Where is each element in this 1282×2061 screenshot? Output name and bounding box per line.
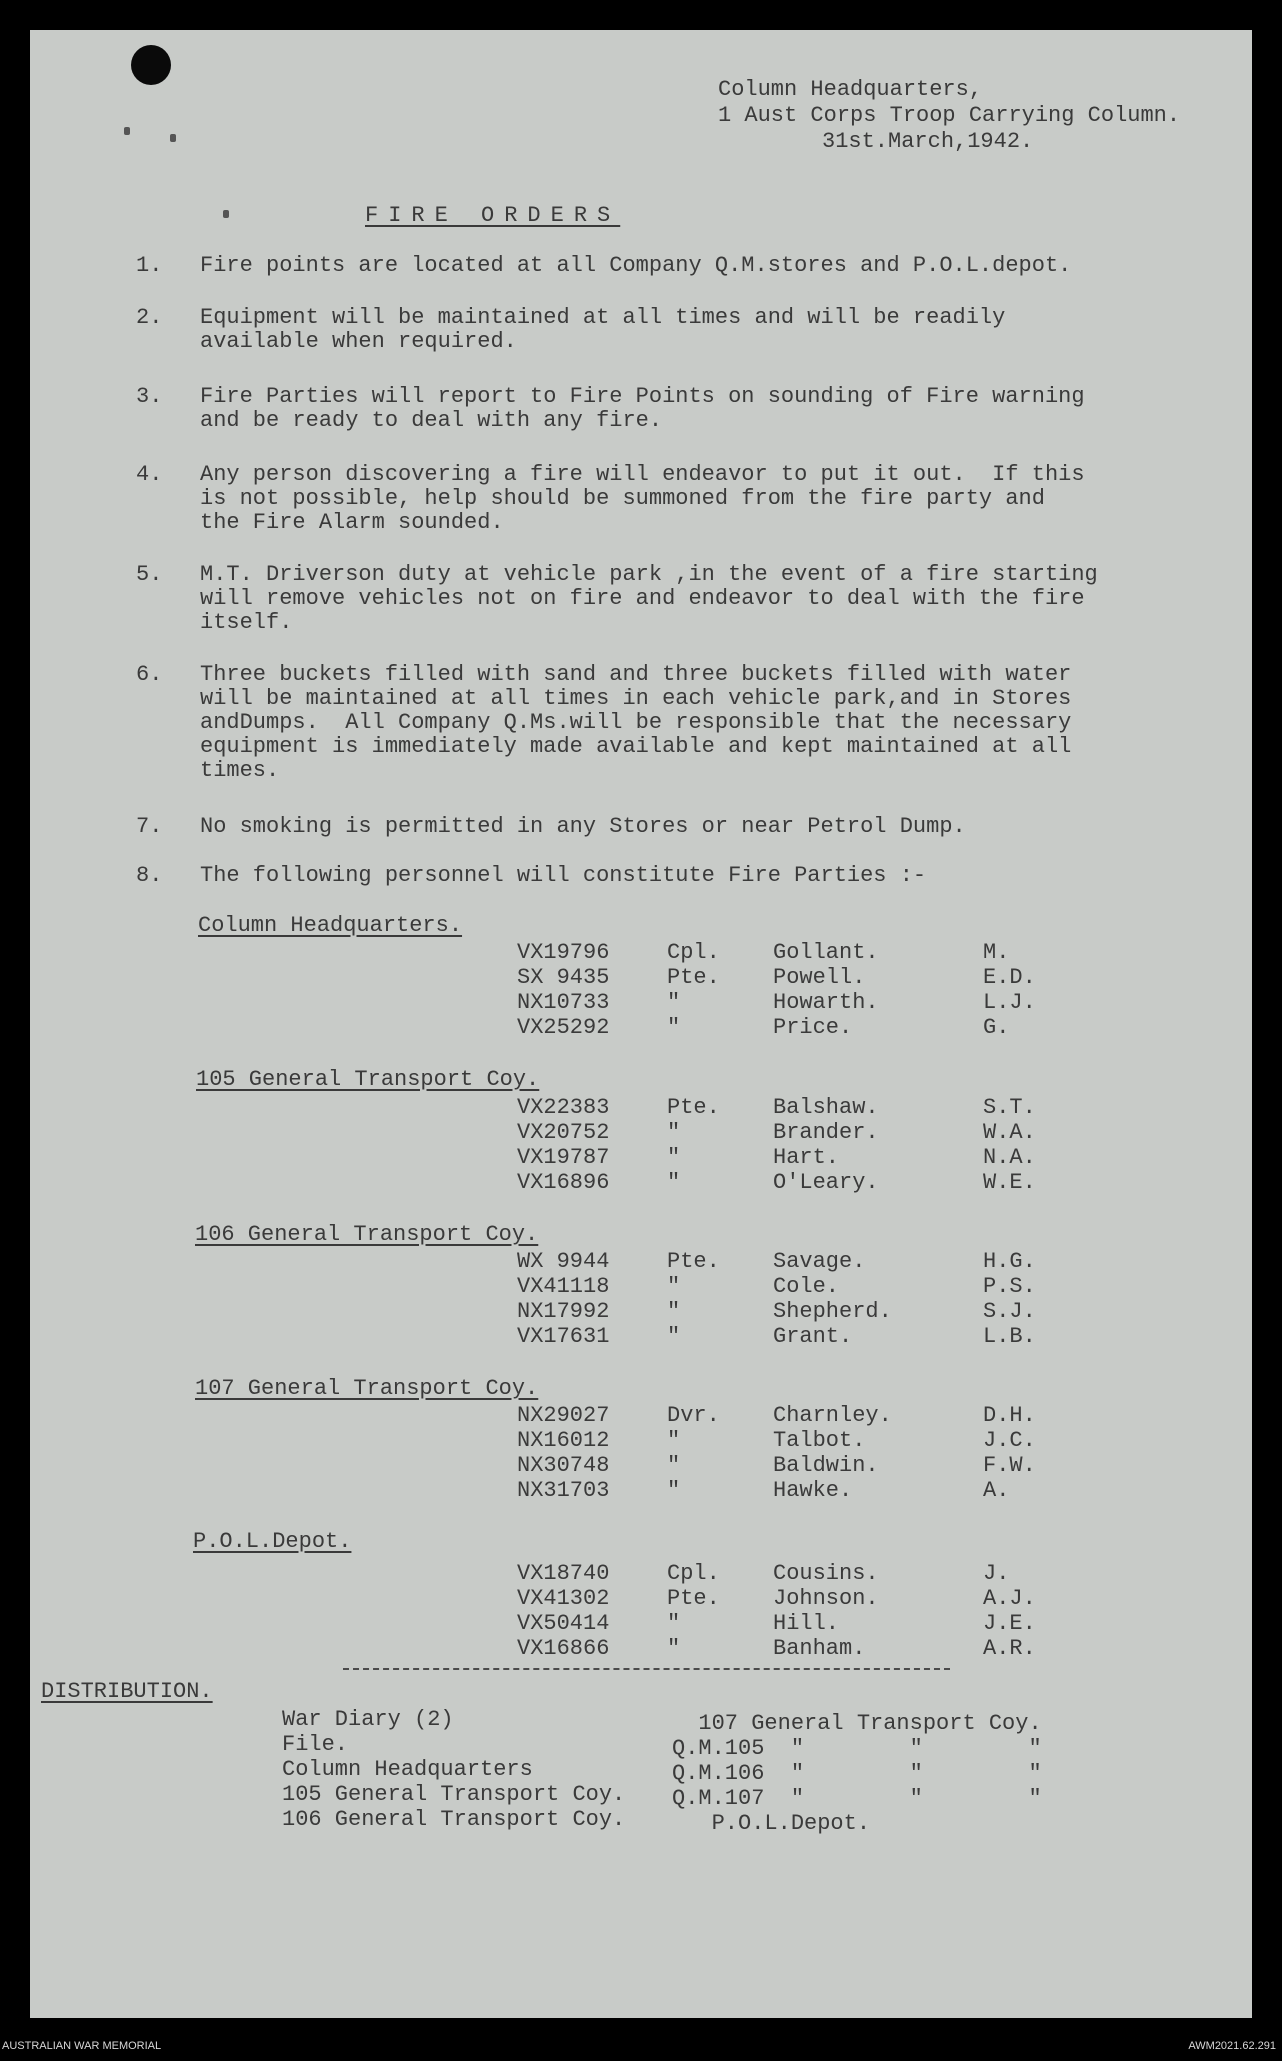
- distribution-heading: DISTRIBUTION.: [41, 1679, 213, 1704]
- surname: Johnson.: [773, 1586, 879, 1611]
- order-text-line: Three buckets filled with sand and three buckets filled with water: [200, 662, 1072, 687]
- rank: ": [667, 1324, 681, 1349]
- service-number: VX41118: [517, 1274, 610, 1299]
- distribution-item: Q.M.107 " " ": [672, 1786, 1042, 1811]
- rank: Dvr.: [667, 1403, 720, 1428]
- service-number: VX19787: [517, 1145, 610, 1170]
- distribution-item: War Diary (2): [282, 1707, 454, 1732]
- surname: Banham.: [773, 1636, 866, 1661]
- paper-mark: [170, 134, 176, 142]
- unit-heading: P.O.L.Depot.: [193, 1529, 352, 1554]
- document-page: [30, 30, 1252, 2018]
- surname: Hill.: [773, 1611, 840, 1636]
- order-text-line: the Fire Alarm sounded.: [200, 510, 504, 535]
- order-text-line: M.T. Driverson duty at vehicle park ,in the event of a fire starting: [200, 562, 1098, 587]
- order-number: 3.: [136, 384, 163, 409]
- order-text-line: available when required.: [200, 329, 517, 354]
- paper-mark: [223, 210, 229, 218]
- order-text-line: The following personnel will constitute Fire Parties :-: [200, 863, 927, 888]
- distribution-item: Column Headquarters: [282, 1757, 533, 1782]
- surname: Savage.: [773, 1249, 866, 1274]
- distribution-item: P.O.L.Depot.: [672, 1811, 871, 1836]
- order-text-line: will remove vehicles not on fire and endeavor to deal with the fire: [200, 586, 1085, 611]
- order-text-line: Fire points are located at all Company Q.M.stores and P.O.L.depot.: [200, 253, 1072, 278]
- initials: A.R.: [983, 1636, 1036, 1661]
- service-number: VX50414: [517, 1611, 610, 1636]
- punch-hole: [131, 45, 171, 85]
- order-text-line: andDumps. All Company Q.Ms.will be responsible that the necessary: [200, 710, 1072, 735]
- rank: ": [667, 1453, 681, 1478]
- order-number: 4.: [136, 462, 163, 487]
- initials: L.J.: [983, 990, 1036, 1015]
- distribution-item: Q.M.105 " " ": [672, 1736, 1042, 1761]
- order-number: 1.: [136, 253, 163, 278]
- initials: H.G.: [983, 1249, 1036, 1274]
- order-text-line: No smoking is permitted in any Stores or near Petrol Dump.: [200, 814, 966, 839]
- order-text-line: itself.: [200, 610, 293, 635]
- rank: ": [667, 1170, 681, 1195]
- initials: A.J.: [983, 1586, 1036, 1611]
- surname: Charnley.: [773, 1403, 892, 1428]
- initials: S.J.: [983, 1299, 1036, 1324]
- document-title: FIRE ORDERS: [365, 203, 621, 228]
- distribution-item: 105 General Transport Coy.: [282, 1782, 626, 1807]
- rank: ": [667, 1120, 681, 1145]
- surname: Hawke.: [773, 1478, 853, 1503]
- service-number: VX25292: [517, 1015, 610, 1040]
- initials: S.T.: [983, 1095, 1036, 1120]
- initials: L.B.: [983, 1324, 1036, 1349]
- rank: ": [667, 990, 681, 1015]
- rank: ": [667, 1428, 681, 1453]
- surname: Powell.: [773, 965, 866, 990]
- service-number: NX10733: [517, 990, 610, 1015]
- order-text-line: Equipment will be maintained at all times and will be readily: [200, 305, 1006, 330]
- order-number: 8.: [136, 863, 163, 888]
- service-number: VX41302: [517, 1586, 610, 1611]
- rank: Pte.: [667, 1249, 720, 1274]
- paper-mark: [124, 127, 130, 135]
- surname: Price.: [773, 1015, 853, 1040]
- rank: Cpl.: [667, 940, 720, 965]
- service-number: VX19796: [517, 940, 610, 965]
- initials: P.S.: [983, 1274, 1036, 1299]
- initials: A.: [983, 1478, 1010, 1503]
- rank: ": [667, 1015, 681, 1040]
- initials: D.H.: [983, 1403, 1036, 1428]
- distribution-item: 107 General Transport Coy.: [672, 1711, 1042, 1736]
- initials: J.E.: [983, 1611, 1036, 1636]
- initials: J.: [983, 1561, 1010, 1586]
- service-number: NX29027: [517, 1403, 610, 1428]
- order-text-line: is not possible, help should be summoned from the fire party and: [200, 486, 1045, 511]
- rank: ": [667, 1145, 681, 1170]
- initials: G.: [983, 1015, 1010, 1040]
- surname: Cousins.: [773, 1561, 879, 1586]
- surname: Brander.: [773, 1120, 879, 1145]
- service-number: VX20752: [517, 1120, 610, 1145]
- service-number: NX16012: [517, 1428, 610, 1453]
- rank: Cpl.: [667, 1561, 720, 1586]
- rank: Pte.: [667, 965, 720, 990]
- surname: Gollant.: [773, 940, 879, 965]
- surname: Grant.: [773, 1324, 853, 1349]
- surname: Balshaw.: [773, 1095, 879, 1120]
- service-number: VX17631: [517, 1324, 610, 1349]
- service-number: NX31703: [517, 1478, 610, 1503]
- archive-credit: AUSTRALIAN WAR MEMORIAL: [2, 2040, 162, 2052]
- rank: ": [667, 1274, 681, 1299]
- initials: E.D.: [983, 965, 1036, 990]
- surname: Baldwin.: [773, 1453, 879, 1478]
- service-number: SX 9435: [517, 965, 610, 990]
- service-number: VX16866: [517, 1636, 610, 1661]
- header-date: 31st.March,1942.: [822, 129, 1034, 154]
- initials: W.E.: [983, 1170, 1036, 1195]
- initials: M.: [983, 940, 1010, 965]
- order-text-line: Any person discovering a fire will endeavor to put it out. If this: [200, 462, 1085, 487]
- rank: Pte.: [667, 1586, 720, 1611]
- service-number: NX30748: [517, 1453, 610, 1478]
- initials: W.A.: [983, 1120, 1036, 1145]
- order-text-line: equipment is immediately made available and kept maintained at all: [200, 734, 1072, 759]
- service-number: VX18740: [517, 1561, 610, 1586]
- header-line-2: 1 Aust Corps Troop Carrying Column.: [718, 103, 1181, 128]
- unit-heading: 105 General Transport Coy.: [196, 1067, 540, 1092]
- distribution-item: 106 General Transport Coy.: [282, 1807, 626, 1832]
- surname: Hart.: [773, 1145, 840, 1170]
- header-line-1: Column Headquarters,: [718, 77, 983, 102]
- initials: F.W.: [983, 1453, 1036, 1478]
- rank: ": [667, 1478, 681, 1503]
- order-text-line: times.: [200, 758, 280, 783]
- rank: ": [667, 1611, 681, 1636]
- service-number: WX 9944: [517, 1249, 610, 1274]
- initials: N.A.: [983, 1145, 1036, 1170]
- archive-reference: AWM2021.62.291: [1188, 2040, 1276, 2052]
- surname: Cole.: [773, 1274, 840, 1299]
- surname: Shepherd.: [773, 1299, 892, 1324]
- surname: Howarth.: [773, 990, 879, 1015]
- rank: Pte.: [667, 1095, 720, 1120]
- order-number: 5.: [136, 562, 163, 587]
- unit-heading: 107 General Transport Coy.: [195, 1376, 539, 1401]
- unit-heading: 106 General Transport Coy.: [195, 1222, 539, 1247]
- surname: O'Leary.: [773, 1170, 879, 1195]
- surname: Talbot.: [773, 1428, 866, 1453]
- order-number: 6.: [136, 662, 163, 687]
- distribution-item: File.: [282, 1732, 349, 1757]
- service-number: VX22383: [517, 1095, 610, 1120]
- service-number: VX16896: [517, 1170, 610, 1195]
- order-text-line: will be maintained at all times in each vehicle park,and in Stores: [200, 686, 1072, 711]
- unit-heading: Column Headquarters.: [198, 913, 463, 938]
- initials: J.C.: [983, 1428, 1036, 1453]
- order-number: 2.: [136, 305, 163, 330]
- order-text-line: Fire Parties will report to Fire Points on sounding of Fire warning: [200, 384, 1085, 409]
- service-number: NX17992: [517, 1299, 610, 1324]
- separator-line: [343, 1668, 950, 1670]
- order-text-line: and be ready to deal with any fire.: [200, 408, 663, 433]
- order-number: 7.: [136, 814, 163, 839]
- distribution-item: Q.M.106 " " ": [672, 1761, 1042, 1786]
- rank: ": [667, 1299, 681, 1324]
- rank: ": [667, 1636, 681, 1661]
